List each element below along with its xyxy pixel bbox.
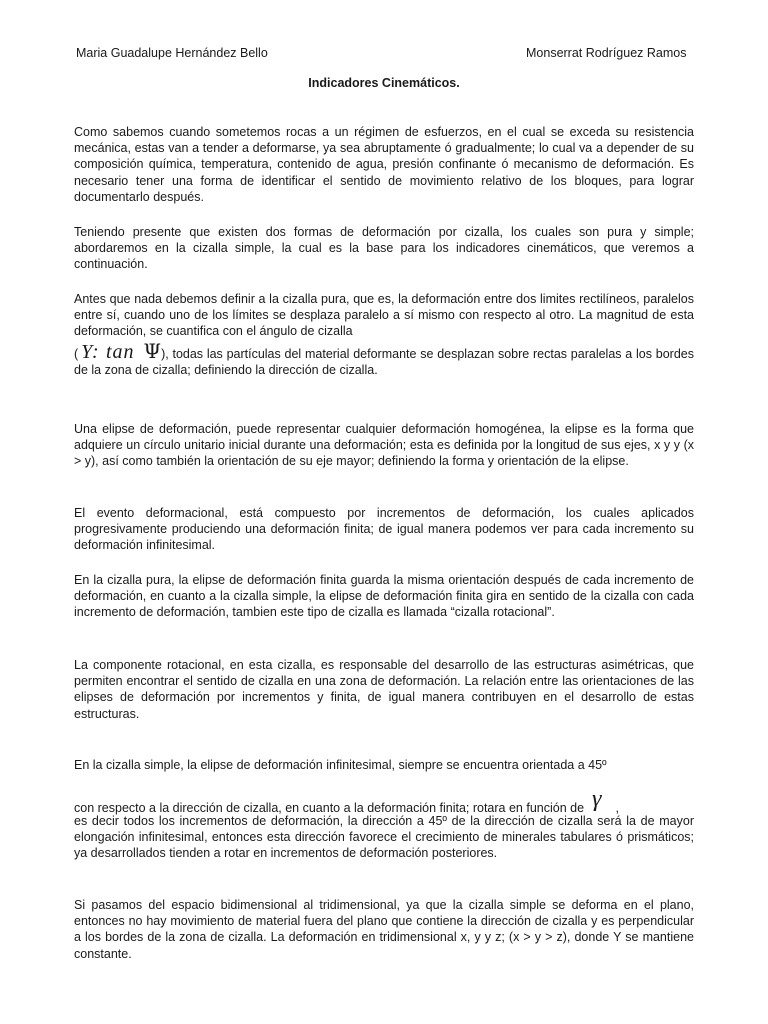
paragraph-3-open-paren: ( [74, 347, 79, 361]
paragraph-7: La componente rotacional, en esta cizalla, es responsable del desarrollo de las estructuras asimétricas, que permiten encontrar el sentido de cizalla en una zona de deformación. La relación entre las orientaciones de las elipses de deformación por incrementos y finita, de igual manera contribuyen en el desarrollo de estas estructuras. [74, 658, 694, 721]
paragraph-3-text-b: ), todas las partículas del material deformante se desplazan sobre rectas paralelas a los bordes de la zona de cizalla; definiendo la dirección de cizalla. [74, 347, 694, 378]
author-left: Maria Guadalupe Hernández Bello [76, 46, 268, 60]
paragraph-3-text-a: Antes que nada debemos definir a la cizalla pura, que es, la deformación entre dos limites rectilíneos, paralelos entre sí, cuando uno de los límites se desplaza paralelo a sí mismo con respecto al otro. La magnitud de esta deformación, se cuantifica con el ángulo de cizalla [74, 292, 694, 339]
paragraph-3-formula-line [74, 339, 694, 378]
paragraph-8-line-1: En la cizalla simple, la elipse de deformación infinitesimal, siempre se encuentra orientada a 45º [74, 758, 607, 772]
paragraph-1: Como sabemos cuando sometemos rocas a un régimen de esfuerzos, en el cual se exceda su resistencia mecánica, estas van a tender a deformarse, ya sea abruptamente ó gradualmente; lo cual va a depender de su composición química, temperatura, contenido de agua, presión confinante ó mecanismo de deformación. Es necesario tener una forma de identificar el sentido de movimiento relativo de los bloques, para lograr documentarlo después. [74, 125, 694, 204]
paragraph-8-comma: , [615, 801, 619, 815]
paragraph-2: Teniendo presente que existen dos formas de deformación por cizalla, los cuales son pura y simple; abordaremos en la cizalla simple, la cual es la base para los indicadores cinemáticos, que veremos a continuación. [74, 225, 694, 272]
paragraph-6: En la cizalla pura, la elipse de deformación finita guarda la misma orientación después de cada incremento de deformación, en cuanto a la cizalla simple, la elipse de deformación finita gira en sentido de la cizalla con cada incremento de deformación, tambien este tipo de cizalla es llamada “cizalla rotacional”. [74, 573, 694, 620]
gamma-symbol: γ [592, 786, 602, 812]
author-right: Monserrat Rodríguez Ramos [526, 46, 687, 60]
psi-symbol: Ψ [143, 339, 162, 363]
paragraph-8-text-a: con respecto a la dirección de cizalla, en cuanto a la deformación finita; rotara en función de [74, 801, 585, 815]
paragraph-4: Una elipse de deformación, puede representar cualquier deformación homogénea, la elipse es la forma que adquiere un círculo unitario inicial durante una deformación; esta es definida por la longitud de sus ejes, x y y (x > y), así como también la orientación de su eje mayor; definiendo la forma y orientación de la elipse. [74, 422, 694, 469]
document-title: Indicadores Cinemáticos. [308, 76, 460, 90]
shear-angle-formula: Y: tan [81, 341, 135, 363]
paragraph-8-rest: es decir todos los incrementos de deformación, la dirección a 45º de la dirección de cizalla será la de mayor elongación infinitesimal, entonces esta dirección favorece el crecimiento de minerales tabulares ó prismáticos; ya desarrollados tienden a rotar en incrementos de deformación posteriores. [74, 814, 694, 861]
paragraph-9: Si pasamos del espacio bidimensional al tridimensional, ya que la cizalla simple se deforma en el plano, entonces no hay movimiento de material fuera del plano que contiene la dirección de cizalla y es perpendicular a los bordes de la zona de cizalla. La deformación en tridimensional x, y y z; (x > y > z), donde Y se mantiene constante. [74, 898, 694, 961]
paragraph-3 [74, 291, 694, 340]
paragraph-5: El evento deformacional, está compuesto por incrementos de deformación, los cuales aplicados progresivamente produciendo una deformación finita; de igual manera podemos ver para cada incremento su deformación infinitesimal. [74, 506, 694, 553]
